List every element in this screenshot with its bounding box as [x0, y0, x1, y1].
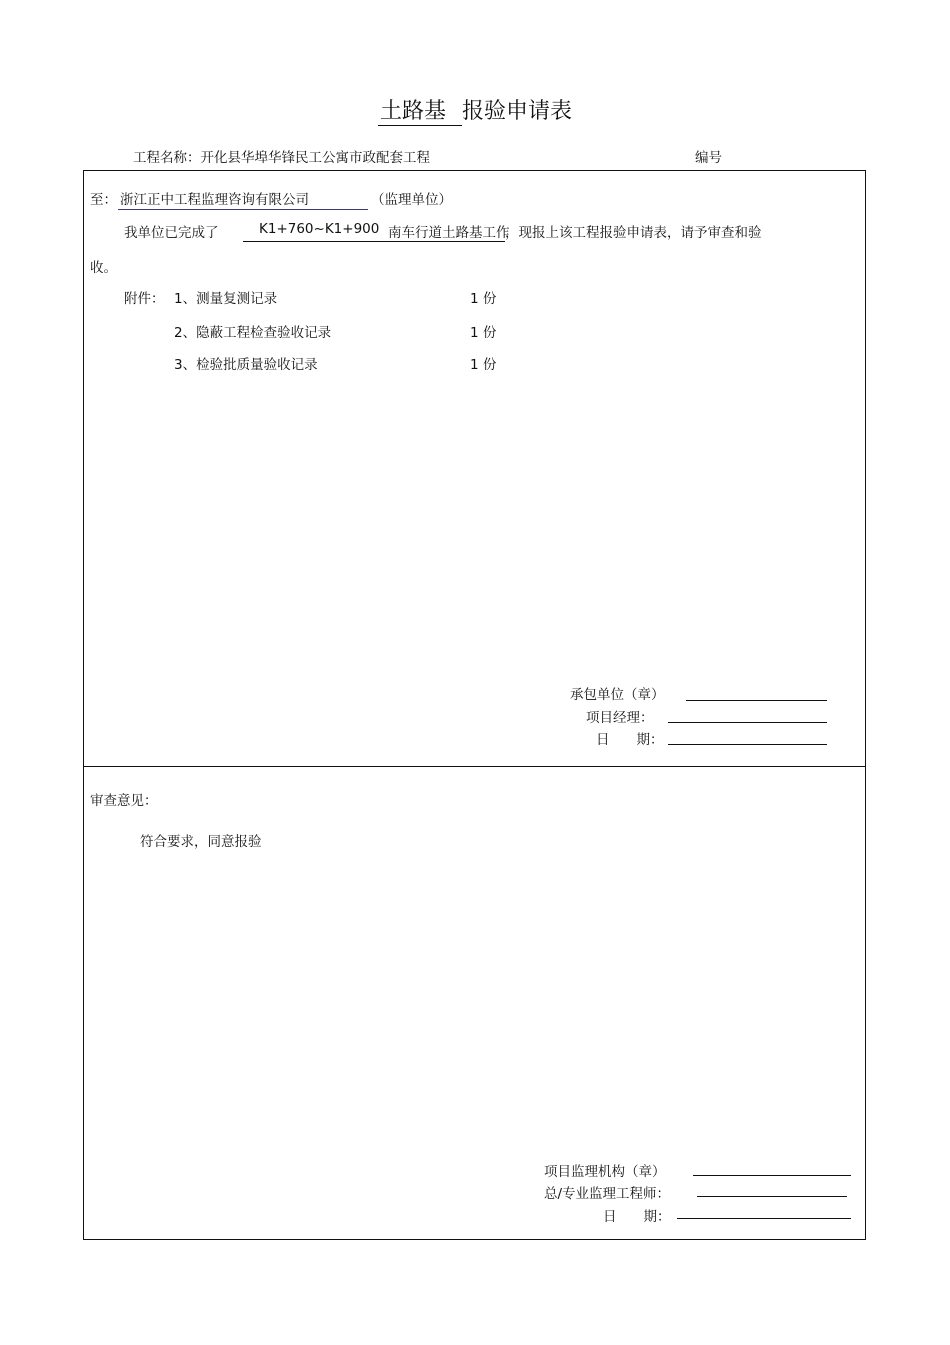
attachment-name: 1、测量复测记录 — [174, 291, 278, 307]
project-name: 工程名称：开化县华埠华锋民工公寓市政配套工程 — [133, 150, 430, 166]
title-rest: 报验申请表 — [462, 99, 573, 124]
work-item: 南车行道土路基工作 — [388, 225, 510, 241]
attachments-label: 附件： — [124, 291, 165, 307]
completion-underline — [243, 241, 505, 242]
engineer-label: 总/专业监理工程师： — [544, 1186, 671, 1202]
attachment-count: 1 份 — [470, 291, 497, 307]
supervision-org-line — [693, 1175, 851, 1176]
number-label: 编号 — [695, 150, 722, 166]
completion-prefix: 我单位已完成了 — [124, 225, 219, 241]
supervisor-company-underline — [118, 209, 368, 210]
attachment-name: 3、检验批质量验收记录 — [174, 357, 318, 373]
contractor-date-line — [668, 744, 827, 745]
attachment-count: 1 份 — [470, 357, 497, 373]
contractor-date-label: 日 期： — [596, 732, 664, 748]
contractor-seal-line — [686, 700, 827, 701]
title-underlined-subject: 土路基 — [378, 99, 462, 126]
engineer-line — [697, 1196, 847, 1197]
form-title — [0, 94, 950, 126]
station-range: K1+760~K1+900 — [259, 221, 380, 237]
project-manager-line — [668, 722, 827, 723]
review-opinion: 符合要求，同意报验 — [140, 834, 262, 850]
review-label: 审查意见： — [90, 793, 158, 809]
completion-line2: 收。 — [90, 260, 117, 276]
attachment-count: 1 份 — [470, 325, 497, 341]
project-manager-label: 项目经理： — [586, 710, 654, 726]
supervision-org-label: 项目监理机构（章） — [544, 1164, 666, 1180]
attachment-name: 2、隐蔽工程检查验收记录 — [174, 325, 332, 341]
section-divider — [83, 766, 866, 767]
completion-suffix: ，现报上该工程报验申请表，请予审查和验 — [505, 225, 762, 241]
review-date-label: 日 期： — [603, 1209, 671, 1225]
to-label: 至： — [90, 192, 117, 208]
supervisor-company: 浙江正中工程监理咨询有限公司 — [120, 192, 309, 208]
contractor-seal-label: 承包单位（章） — [570, 687, 665, 703]
supervisor-unit-label: （监理单位） — [371, 192, 452, 208]
review-date-line — [677, 1218, 851, 1219]
